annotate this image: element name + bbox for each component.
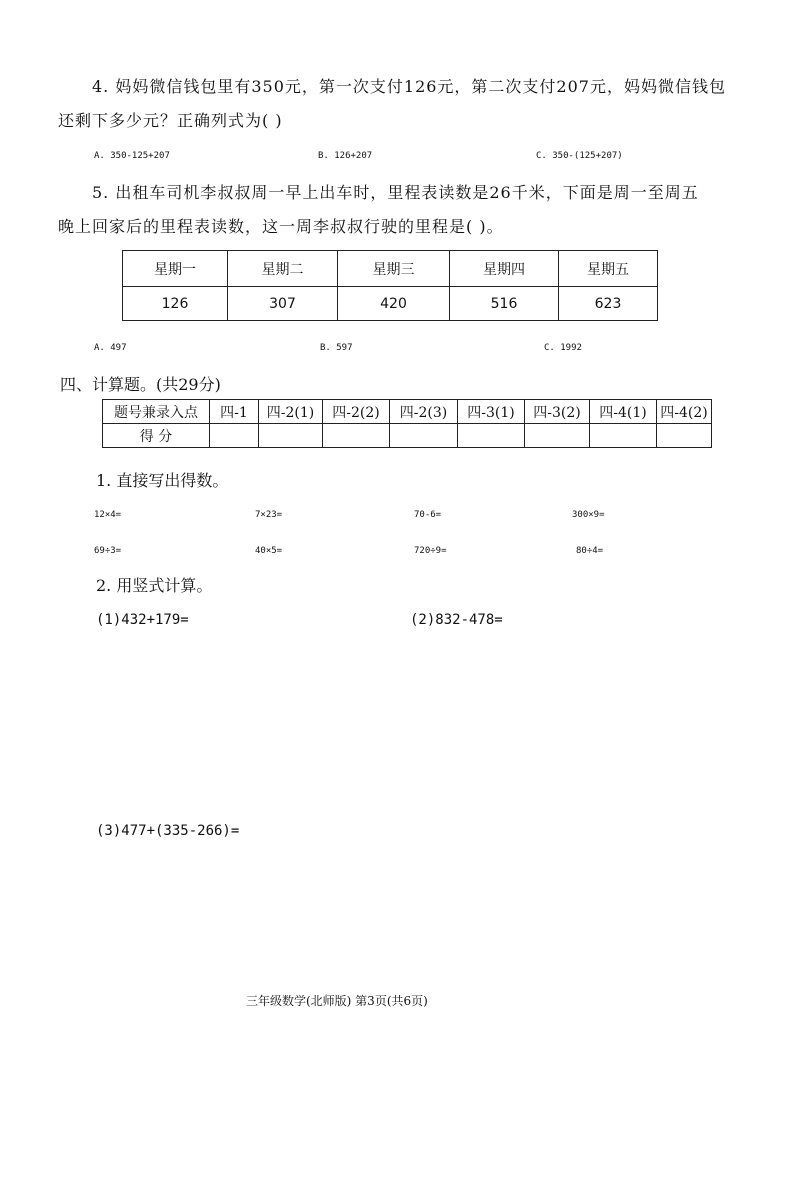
score-cell <box>590 424 657 448</box>
q4-option-c: C. 350-(125+207) <box>536 151 623 161</box>
mileage-value-5: 623 <box>559 287 658 321</box>
score-header-3: 四-2(2) <box>323 400 390 424</box>
score-cell <box>657 424 712 448</box>
score-cell <box>323 424 390 448</box>
mileage-value-3: 420 <box>338 287 450 321</box>
q4-option-b: B. 126+207 <box>318 151 373 161</box>
score-header-7: 四-4(1) <box>590 400 657 424</box>
q5-option-a: A. 497 <box>94 343 127 353</box>
vertical-calc-1: (1)432+179= <box>96 612 189 628</box>
mileage-header-2: 星期二 <box>228 251 338 287</box>
calc-4: 300×9= <box>572 510 605 520</box>
score-header-0: 题号兼录入点 <box>103 400 210 424</box>
vertical-calc-2: (2)832-478= <box>410 612 503 628</box>
q5-option-b: B. 597 <box>320 343 353 353</box>
score-header-1: 四-1 <box>210 400 259 424</box>
item1-title: 1. 直接写出得数。 <box>96 471 229 490</box>
score-table <box>102 399 712 448</box>
mileage-header-4: 星期四 <box>450 251 559 287</box>
score-row-label: 得 分 <box>103 424 210 448</box>
mileage-header-1: 星期一 <box>123 251 228 287</box>
mileage-value-1: 126 <box>123 287 228 321</box>
q4-line1: 4. 妈妈微信钱包里有350元，第一次支付126元，第二次支付207元，妈妈微信钱包 <box>92 77 726 96</box>
calc-8: 80÷4= <box>576 546 604 556</box>
mileage-header-5: 星期五 <box>559 251 658 287</box>
q4-line2: 还剩下多少元？正确列式为( ) <box>58 111 283 130</box>
q4-option-a: A. 350-125+207 <box>94 151 170 161</box>
q5-line2: 晚上回家后的里程表读数，这一周李叔叔行驶的里程是( )。 <box>58 217 504 236</box>
score-header-2: 四-2(1) <box>259 400 323 424</box>
calc-3: 70-6= <box>414 510 442 520</box>
score-header-6: 四-3(2) <box>525 400 590 424</box>
mileage-table <box>122 250 658 321</box>
score-cell <box>390 424 458 448</box>
score-header-4: 四-2(3) <box>390 400 458 424</box>
mileage-value-4: 516 <box>450 287 559 321</box>
score-cell <box>458 424 525 448</box>
score-cell <box>259 424 323 448</box>
mileage-value-2: 307 <box>228 287 338 321</box>
score-cell <box>525 424 590 448</box>
vertical-calc-3: (3)477+(335-266)= <box>96 823 240 839</box>
calc-6: 40×5= <box>255 546 283 556</box>
calc-1: 12×4= <box>94 510 122 520</box>
calc-7: 720÷9= <box>414 546 447 556</box>
item2-title: 2. 用竖式计算。 <box>96 576 213 595</box>
score-cell <box>210 424 259 448</box>
calc-2: 7×23= <box>255 510 283 520</box>
q5-option-c: C. 1992 <box>544 343 582 353</box>
score-header-5: 四-3(1) <box>458 400 525 424</box>
calc-5: 69÷3= <box>94 546 122 556</box>
q5-line1: 5. 出租车司机李叔叔周一早上出车时，里程表读数是26千米，下面是周一至周五 <box>92 183 699 202</box>
score-header-8: 四-4(2) <box>657 400 712 424</box>
section-title: 四、计算题。(共29分) <box>60 375 221 394</box>
page-footer: 三年级数学(北师版) 第3页(共6页) <box>246 994 428 1008</box>
mileage-header-3: 星期三 <box>338 251 450 287</box>
